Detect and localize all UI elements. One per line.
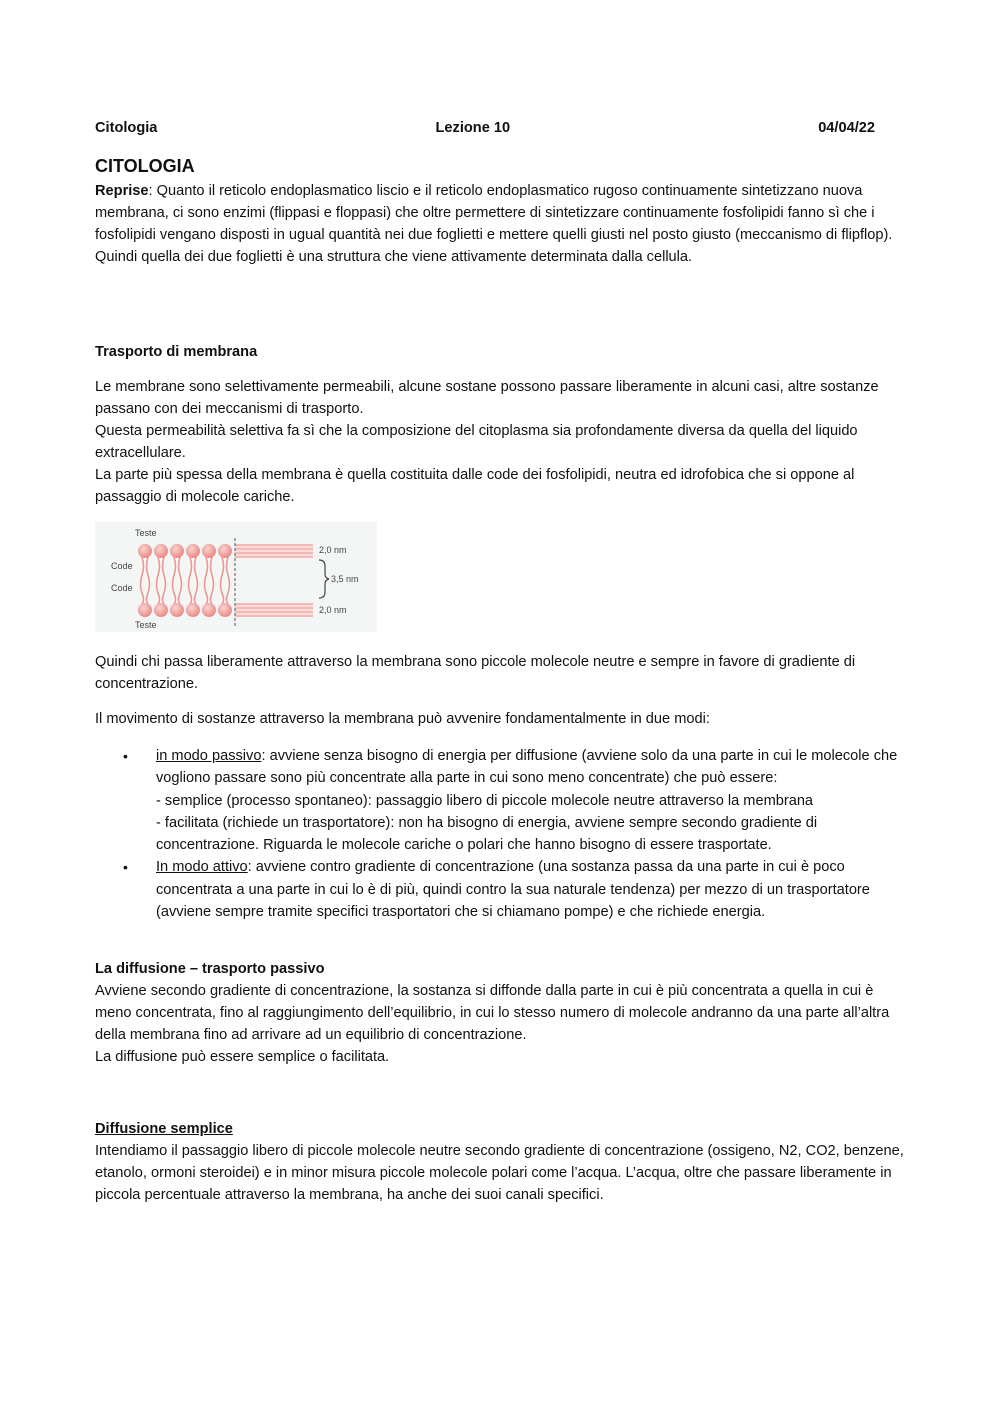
page-header [95,120,875,136]
brace-icon [319,560,329,598]
trasporto-p2: Questa permeabilità selettiva fa sì che la composizione del citoplasma sia profondamente diversa da quella del liquido extracellulare. [95,423,858,461]
bullet-icon: • [123,748,128,764]
mode-passive-title: in modo passivo [156,748,262,764]
page-title: CITOLOGIA [95,156,195,176]
dim-middle: 3,5 nm [331,574,359,584]
trasporto-body [95,376,907,508]
modes-list-wrap [95,745,907,923]
label-tails-2: Code [111,583,133,593]
dim-top: 2,0 nm [319,545,347,555]
header-lesson: Lezione 10 [435,120,511,136]
after-figure-p2: Il movimento di sostanze attraverso la membrana può avvenire fondamentalmente in due modi: [95,711,710,727]
mode-passive-sub1: - semplice (processo spontaneo): passaggio libero di piccole molecole neutre attraverso la membrana [156,792,814,809]
dim-bottom: 2,0 nm [319,605,347,615]
label-heads-bottom: Teste [135,620,157,630]
mode-passive-sub2: - facilitata (richiede un trasportatore): non ha bisogno di energia, avviene sempre secondo gradiente di concentrazione. Riguarda le molecole cariche o polari che hanno bisogno di essere trasportate. [156,814,818,854]
header-subject: Citologia [95,120,158,136]
label-heads-top: Teste [135,528,157,538]
phospholipid-tails [141,557,230,604]
list-item [95,745,907,856]
semplice-heading: Diffusione semplice [95,1121,233,1137]
mode-passive-text: : avviene senza bisogno di energia per diffusione (avviene solo da una parte in cui le molecole che vogliono passare sono più concentrate alla parte in cui sono meno concentrate) che può essere: [156,748,898,787]
diffusione-heading: La diffusione – trasporto passivo [95,961,325,977]
schematic-layers [235,544,313,617]
section-semplice [95,1118,907,1206]
reprise-text: : Quanto il reticolo endoplasmatico liscio e il reticolo endoplasmatico rugoso continuamente sintetizzano nuova membrana, ci sono enzimi (flippasi e floppasi) che oltre permettere di sintetizzare continuamente fosfolipidi fanno sì che i fosfolipidi vengano disposti in ugual quantità nei due foglietti e mettere quelli giusti nel posto giusto (meccanismo di flipflop). Quindi quella dei due foglietti è una struttura che viene attivamente determinata dalla cellula. [95,183,893,265]
bullet-icon: • [123,859,128,876]
section-trasporto [95,341,907,363]
trasporto-heading: Trasporto di membrana [95,344,258,360]
phospholipid-heads-top [138,544,232,558]
bilayer-diagram [95,522,377,632]
after-figure-p1: Quindi chi passa liberamente attraverso la membrana sono piccole molecole neutre e sempre in favore di gradiente di concentrazione. [95,654,856,692]
diffusione-p2: La diffusione può essere semplice o facilitata. [95,1049,390,1065]
modes-list [95,745,907,923]
reprise-label: Reprise [95,183,149,199]
modes-intro [95,708,907,730]
after-figure-paragraph [95,651,907,695]
semplice-p1: Intendiamo il passaggio libero di piccole molecole neutre secondo gradiente di concentrazione (ossigeno, N2, CO2, benzene, etanolo, ormoni steroidei) e in minor misura piccole molecole polari come l’acqua. L’acqua, oltre che passare liberamente in piccola percentuale attraverso la membrana, ha anche dei suoi canali specifici. [95,1143,904,1203]
reprise-paragraph [95,180,907,268]
section-diffusione [95,958,907,1068]
diffusione-p1: Avviene secondo gradiente di concentrazione, la sostanza si diffonde dalla parte in cui è più concentrata a quella in cui è meno concentrata, fino al raggiungimento dell’equilibrio, in cui lo stesso numero di molecole andranno da una parte all’altra della membrana fino ad arrivare ad un equilibrio di concentrazione. [95,983,890,1043]
mode-active-text: : avviene contro gradiente di concentrazione (una sostanza passa da una parte in cui è poco concentrata a una parte in cui lo è di più, quindi contro la sua naturale tendenza) per mezzo di un trasportatore (avviene sempre tramite specifici trasportatori che si chiamano pompe) e che richiede energia. [156,859,870,921]
trasporto-p3: La parte più spessa della membrana è quella costituita dalle code dei fosfolipidi, neutra ed idrofobica che si oppone al passaggio di molecole cariche. [95,467,855,505]
membrane-bilayer-figure [95,522,377,632]
trasporto-p1: Le membrane sono selettivamente permeabili, alcune sostane possono passare liberamente in alcuni casi, altre sostanze passano con dei meccanismi di trasporto. [95,379,879,417]
mode-active-title: In modo attivo [156,859,248,876]
list-item [95,856,907,923]
label-tails-1: Code [111,561,133,571]
phospholipid-heads-bottom [138,603,232,617]
header-date: 04/04/22 [818,120,875,136]
